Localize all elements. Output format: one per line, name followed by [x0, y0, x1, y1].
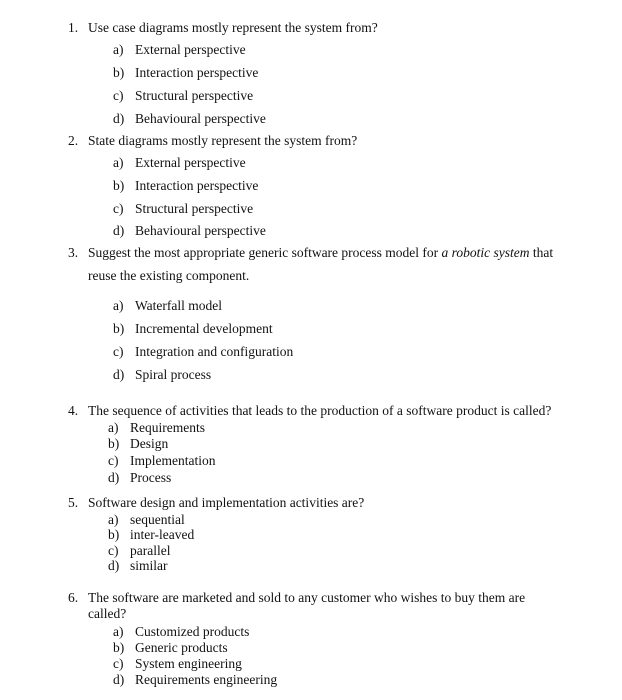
option-text: Integration and configuration	[135, 344, 294, 359]
option-6a	[113, 624, 249, 640]
option-letter: d)	[113, 672, 125, 687]
option-2a	[113, 155, 246, 171]
option-6c	[113, 656, 242, 672]
option-letter: a)	[108, 420, 119, 435]
option-text: Implementation	[130, 453, 216, 468]
option-4a	[108, 420, 205, 436]
option-letter: c)	[113, 656, 124, 671]
option-text: Waterfall model	[135, 298, 222, 313]
option-3a	[113, 298, 222, 314]
question-text: State diagrams mostly represent the system from?	[88, 133, 358, 148]
option-text: Requirements engineering	[135, 672, 278, 687]
option-1c	[113, 88, 253, 104]
option-letter: b)	[113, 65, 125, 80]
option-letter: c)	[113, 344, 124, 359]
option-4c	[108, 453, 215, 469]
option-4d	[108, 470, 171, 486]
option-letter: d)	[108, 558, 120, 573]
option-text: Behavioural perspective	[135, 223, 266, 238]
option-5d	[108, 558, 168, 574]
question-1	[68, 20, 378, 36]
option-letter: c)	[113, 201, 124, 216]
option-6b	[113, 640, 228, 656]
option-text: Process	[130, 470, 172, 485]
option-2c	[113, 201, 253, 217]
question-text: Suggest the most appropriate generic software process model for	[88, 245, 442, 260]
question-6	[68, 590, 525, 606]
option-letter: a)	[108, 512, 119, 527]
option-letter: c)	[108, 453, 119, 468]
option-letter: a)	[113, 624, 124, 639]
question-text: Software design and implementation activities are?	[88, 495, 365, 510]
option-text: Customized products	[135, 624, 250, 639]
option-3b	[113, 321, 273, 337]
option-letter: b)	[113, 178, 125, 193]
option-5c	[108, 543, 170, 559]
question-2	[68, 133, 357, 149]
question-number: 3.	[68, 245, 79, 260]
option-letter: c)	[113, 88, 124, 103]
option-5a	[108, 512, 185, 528]
question-text-end: that	[529, 245, 554, 260]
option-letter: b)	[108, 436, 120, 451]
option-text: Behavioural perspective	[135, 111, 266, 126]
option-2d	[113, 223, 266, 239]
question-3	[68, 245, 553, 261]
option-text: External perspective	[135, 155, 246, 170]
question-text: The sequence of activities that leads to the production of a software product is called?	[88, 403, 552, 418]
option-letter: b)	[108, 527, 120, 542]
option-1a	[113, 42, 246, 58]
option-3c	[113, 344, 293, 360]
option-text: Requirements	[130, 420, 205, 435]
option-letter: a)	[113, 298, 124, 313]
option-2b	[113, 178, 258, 194]
question-number: 1.	[68, 20, 79, 35]
option-text: Generic products	[135, 640, 228, 655]
option-letter: b)	[113, 321, 125, 336]
option-letter: d)	[108, 470, 120, 485]
option-text: Interaction perspective	[135, 178, 259, 193]
option-1d	[113, 111, 266, 127]
option-letter: c)	[108, 543, 119, 558]
option-text: similar	[130, 558, 168, 573]
option-3d	[113, 367, 211, 383]
question-6-continuation: called?	[88, 606, 127, 621]
option-letter: a)	[113, 42, 124, 57]
option-1b	[113, 65, 258, 81]
option-4b	[108, 436, 168, 452]
question-number: 6.	[68, 590, 79, 605]
option-letter: b)	[113, 640, 125, 655]
option-text: parallel	[130, 543, 171, 558]
option-text: Design	[130, 436, 169, 451]
question-text: The software are marketed and sold to any customer who wishes to buy them are	[88, 590, 526, 605]
option-text: External perspective	[135, 42, 246, 57]
option-text: sequential	[130, 512, 185, 527]
option-5b	[108, 527, 194, 543]
question-text-italic: a robotic system	[441, 245, 530, 260]
option-text: Spiral process	[135, 367, 212, 382]
question-5	[68, 495, 364, 511]
option-6d	[113, 672, 277, 688]
question-number: 2.	[68, 133, 79, 148]
option-text: Interaction perspective	[135, 65, 259, 80]
option-text: inter-leaved	[130, 527, 195, 542]
option-letter: a)	[113, 155, 124, 170]
option-letter: d)	[113, 111, 125, 126]
option-text: Incremental development	[135, 321, 273, 336]
option-letter: d)	[113, 223, 125, 238]
question-4	[68, 403, 551, 419]
option-text: Structural perspective	[135, 88, 254, 103]
question-number: 5.	[68, 495, 79, 510]
question-text: Use case diagrams mostly represent the system from?	[88, 20, 378, 35]
question-number: 4.	[68, 403, 79, 418]
option-letter: d)	[113, 367, 125, 382]
option-text: System engineering	[135, 656, 242, 671]
option-text: Structural perspective	[135, 201, 254, 216]
question-3-continuation: reuse the existing component.	[88, 268, 250, 283]
